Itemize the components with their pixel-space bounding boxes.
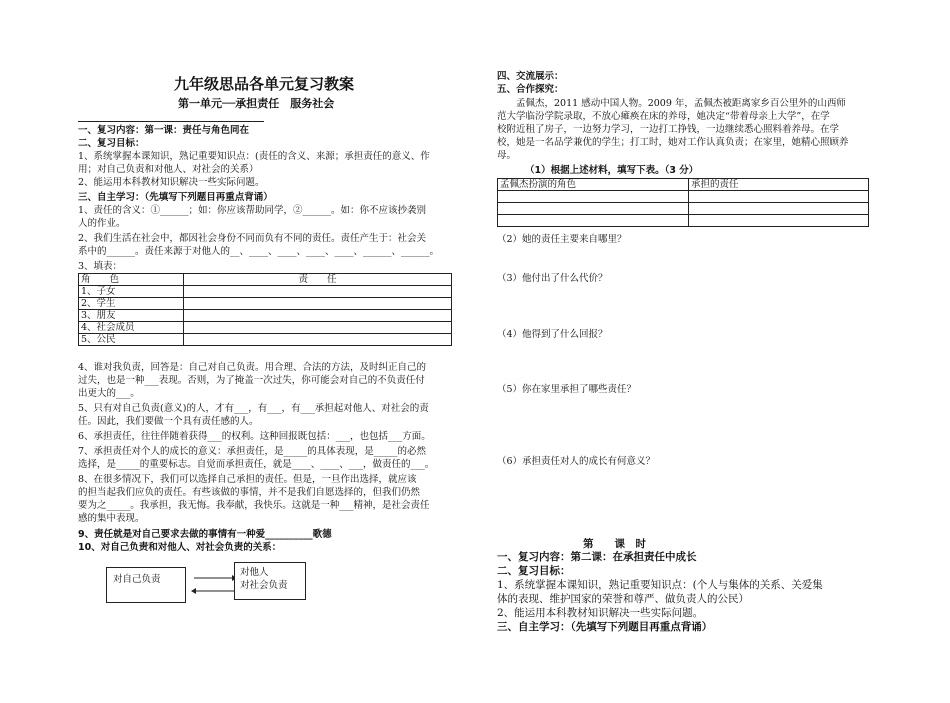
table-cell: 3、朋友 <box>79 310 184 322</box>
goal-1-lesson2: 1、系统掌握本课知识，熟记重要知识点：(个人与集体的关系、关爱集 <box>497 579 823 591</box>
self-responsibility-label: 对自己负责 <box>113 574 161 585</box>
question-5: 5、只有对自己负责(意义)的人，才有___，有___，有___承担起对他人、对社会的责 <box>78 403 429 414</box>
question-8-cont: 的担当起我们应负的责任。有些该做的事情，并不是我们自愿选择的，但我们仍然 <box>78 487 421 498</box>
table-cell <box>689 215 869 227</box>
table-cell <box>184 334 452 346</box>
table-row <box>498 191 869 203</box>
table-cell: 2、学生 <box>79 298 184 310</box>
table-header: 责 任 <box>184 274 452 286</box>
table-header: 承担的责任 <box>689 179 869 191</box>
section-self-study: 三、自主学习：（先填写下列题目再重点背诵） <box>78 192 273 203</box>
material-line-3: 校附近租了房子，一边努力学习，一边打工挣钱，一边继续悉心照料着养母。在学 <box>497 124 840 135</box>
others-society-box <box>234 562 306 600</box>
role-responsibility-answer-table <box>497 178 869 227</box>
table-row <box>79 310 452 322</box>
question-4-cont: 过失，也是一种___表现。否则，为了掩盖一次过失，你可能会对自己的不负责任付 <box>78 375 425 386</box>
table-cell <box>184 298 452 310</box>
table-cell <box>689 191 869 203</box>
question-2: 2、我们生活在社会中，都因社会身份不同而负有不同的责任。责任产生于：社会关 <box>78 233 427 244</box>
section-review-content-2: 一、复习内容：第二课：在承担责任中成长 <box>497 551 697 563</box>
table-row <box>498 203 869 215</box>
question-1-cont: 人的作业。 <box>78 218 126 229</box>
table-cell <box>184 322 452 334</box>
table-row <box>79 334 452 346</box>
question-7: 7、承担责任对个人的成长的意义：承担责任，是_____的具体表现，是_____的必然 <box>78 446 427 457</box>
self-responsibility-box <box>106 567 186 603</box>
question-10: 10、对自己负责和对他人、对社会负责的关系： <box>78 542 282 553</box>
table-cell: 4、社会成员 <box>79 322 184 334</box>
section-cooperative-inquiry: 五、合作探究： <box>497 84 564 95</box>
unit-subtitle: 第一单元──承担责任 服务社会 <box>178 97 335 110</box>
question-3-cost: （3）他付出了什么代价？ <box>497 273 608 284</box>
role-responsibility-table <box>78 273 452 346</box>
table-cell: 1、子女 <box>79 286 184 298</box>
table-row <box>79 322 452 334</box>
table-row <box>79 286 452 298</box>
table-header: 孟佩杰扮演的角色 <box>498 179 689 191</box>
goal-1-cont: 用；对自己负责和对他人、对社会的关系） <box>78 164 259 175</box>
table-cell <box>184 310 452 322</box>
question-7-cont: 选择，是_____的重要标志。自觉而承担责任，就是____、____、___，做责任的___。 <box>78 459 435 470</box>
goal-1: 1、系统掌握本课知识，熟记重要知识点：(责任的含义、来源；承担责任的意义、作 <box>78 151 430 162</box>
question-9: 9、责任就是对自己要求去做的事情有一种爱__________歌德 <box>78 529 332 540</box>
question-4: 4、谁对我负责，回答是：自己对自己负责。用合理、合法的方法，及时纠正自己的 <box>78 362 427 373</box>
page-title: 九年级思品各单元复习教案 <box>174 75 355 93</box>
section-self-study-2: 三、自主学习：（先填写下列题目再重点背诵） <box>497 621 713 633</box>
question-8-cont3: 感的集中表现。 <box>78 513 145 524</box>
question-6: 6、承担责任，往往伴随着获得___的权利。这种回报既包括：___，也包括___方面。 <box>78 431 431 442</box>
section-review-goals-2: 二、复习目标： <box>497 565 571 577</box>
society-label: 对社会负责 <box>240 580 288 591</box>
question-3: 3、填表： <box>78 261 123 272</box>
question-5-cont: 任。因此，我们要做一个具有责任感的人。 <box>78 416 259 427</box>
question-8: 8、在很多情况下，我们可以选择自己承担的责任。但是，一旦作出选择，就应该 <box>78 474 417 485</box>
section-review-content: 一、复习内容：第一课：责任与角色同在 <box>78 125 250 136</box>
table-row <box>498 215 869 227</box>
lesson-period-heading: 第 课 时 <box>583 538 646 550</box>
table-cell <box>184 286 452 298</box>
question-2-cont: 系中的______。责任来源于对他人的__、____、____、____、____、______、______。 <box>78 246 440 257</box>
title-underline <box>78 121 264 122</box>
table-cell <box>498 203 689 215</box>
question-2-source: （2）她的责任主要来自哪里？ <box>497 234 627 245</box>
question-1: 1、责任的含义：①______；如：你应该帮助同学，②______。如：你不应该抄袭别 <box>78 205 427 216</box>
table-cell <box>689 203 869 215</box>
material-line-2: 范大学临汾学院录取，不放心瘫痪在床的养母，她决定“带着母亲上大学”，在学 <box>497 111 830 122</box>
table-cell <box>498 215 689 227</box>
question-4-reward: （4）他得到了什么回报？ <box>497 329 608 340</box>
table-header-row <box>498 179 869 191</box>
bidirectional-arrows-icon <box>190 570 238 600</box>
goal-2: 2、能运用本科教材知识解决一些实际问题。 <box>78 177 265 188</box>
table-header-row <box>79 274 452 286</box>
goal-1-lesson2-cont: 体的表现、维护国家的荣誉和尊严、做负责人的公民） <box>497 593 749 605</box>
material-line-1: 孟佩杰，2011 感动中国人物。2009 年，孟佩杰被距离家乡百公里外的山西师 <box>497 98 846 109</box>
others-label: 对他人 <box>240 567 269 578</box>
material-line-4: 校，她是一名品学兼优的学生；打工时，她对工作认真负责；在家里，她精心照顾养 <box>497 137 849 148</box>
section-review-goals: 二、复习目标： <box>78 138 145 149</box>
question-fill-table: （1）根据上述材料，填写下表。（3 分） <box>525 165 699 176</box>
table-cell: 5、公民 <box>79 334 184 346</box>
question-6-meaning: （6）承担责任对人的成长有何意义？ <box>497 456 656 467</box>
table-cell <box>498 191 689 203</box>
question-4-cont2: 出更大的___。 <box>78 388 140 399</box>
table-row <box>79 298 452 310</box>
table-header: 角 色 <box>79 274 184 286</box>
question-8-cont2: 要为之_____。我承担，我无悔。我奉献，我快乐。这就是一种___精神，是社会责任 <box>78 500 430 511</box>
question-5-home: （5）你在家里承担了哪些责任？ <box>497 384 637 395</box>
section-exchange: 四、交流展示： <box>497 71 564 82</box>
goal-2-lesson2: 2、能运用本科教材知识解决一些实际问题。 <box>497 607 704 619</box>
material-line-5: 母。 <box>497 150 517 161</box>
